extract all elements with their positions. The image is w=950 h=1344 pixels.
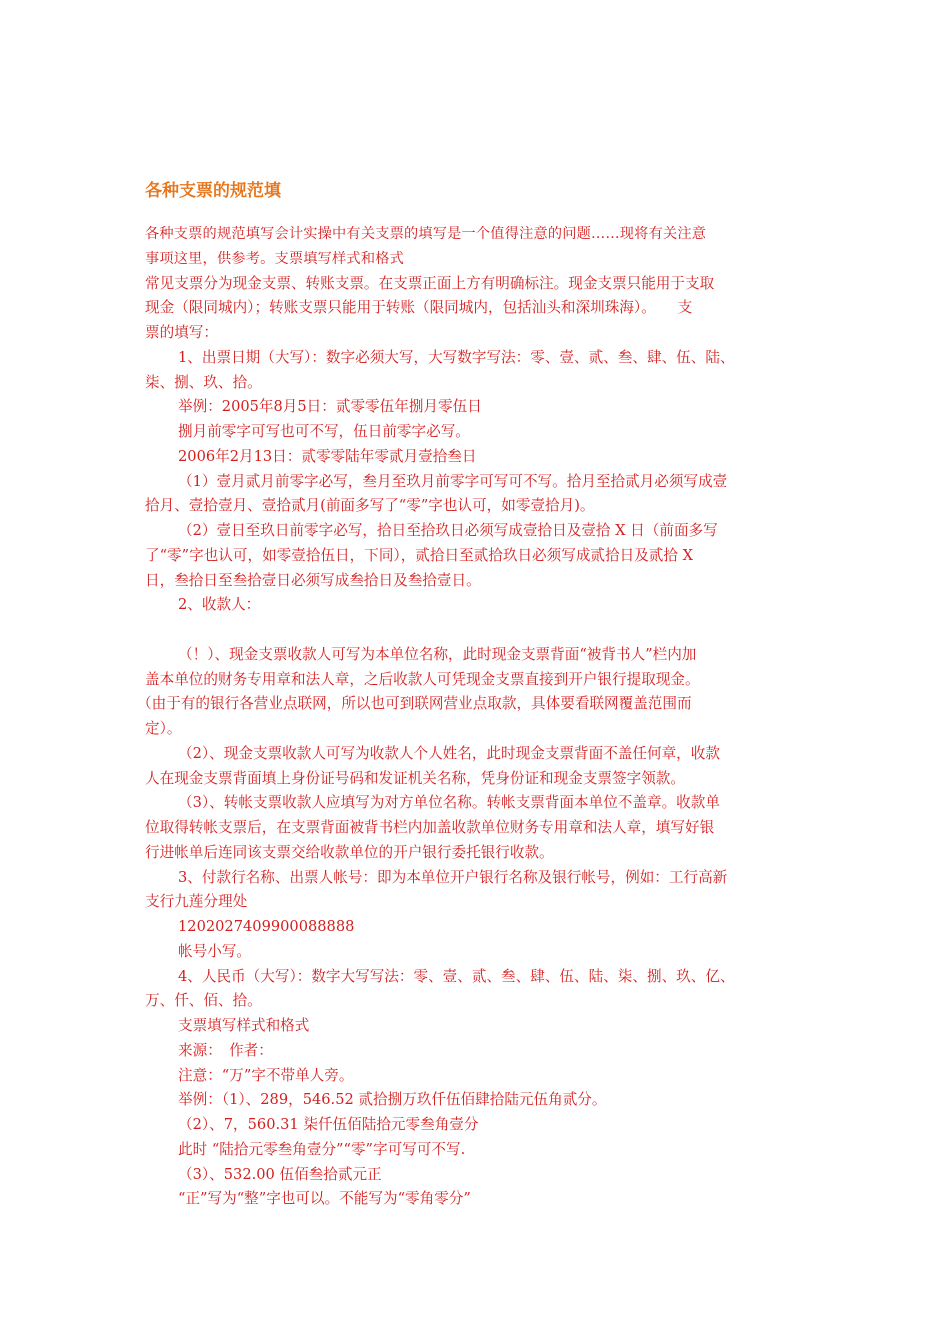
- body-line: 票的填写：: [145, 324, 218, 341]
- body-line: 此时 “陆拾元零叁角壹分”“零”字可写可不写.: [178, 1140, 466, 1158]
- document-title: 各种支票的规范填: [145, 181, 281, 201]
- body-line: 盖本单位的财务专用章和法人章，之后收款人可凭现金支票直接到开户银行提取现金。: [145, 670, 700, 688]
- body-line: 2、收款人：: [178, 596, 261, 614]
- body-line: 举例：2005年8月5日：贰零零伍年捌月零伍日: [178, 398, 482, 416]
- body-line: 帐号小写。: [178, 942, 251, 960]
- body-line: 了“零”字也认可，如零壹拾伍日，下同），贰拾日至贰拾玖日必须写成贰拾日及贰拾 X: [145, 546, 694, 564]
- body-line: 1、出票日期（大写）：数字必须大写，大写数字写法：零、壹、贰、叁、肆、伍、陆、: [178, 348, 735, 366]
- body-line: 柒、捌、玖、拾。: [145, 373, 262, 391]
- body-line: 4、人民币（大写）：数字大写写法：零、壹、贰、叁、肆、伍、陆、柒、捌、玖、亿、: [178, 967, 735, 985]
- body-line: 支行九莲分理处: [145, 893, 248, 911]
- body-line: 人在现金支票背面填上身份证号码和发证机关名称，凭身份证和现金支票签字领款。: [145, 769, 685, 787]
- body-line: （1）壹月贰月前零字必写，叁月至玖月前零字可写可不写。拾月至拾贰月必须写成壹: [178, 472, 728, 490]
- body-line: （3）、转帐支票收款人应填写为对方单位名称。转帐支票背面本单位不盖章。收款单: [178, 794, 720, 812]
- body-line: 各种支票的规范填写会计实操中有关支票的填写是一个值得注意的问题……现将有关注意: [145, 226, 707, 242]
- body-line: 3、付款行名称、出票人帐号：即为本单位开户银行名称及银行帐号，例如：工行高新: [178, 868, 728, 886]
- body-line: 事项这里，供参考。支票填写样式和格式: [145, 250, 404, 267]
- body-line: （2）、现金支票收款人可写为收款人个人姓名，此时现金支票背面不盖任何章，收款: [178, 744, 720, 762]
- body-line: 现金（限同城内）；转账支票只能用于转账（限同城内，包括汕头和深圳珠海）。 支: [145, 299, 693, 317]
- body-line: 2006年2月13日：贰零零陆年零贰月壹拾叁日: [178, 447, 477, 465]
- body-line: （！）、现金支票收款人可写为本单位名称，此时现金支票背面“被背书人”栏内加: [178, 645, 697, 663]
- body-line: 常见支票分为现金支票、转账支票。在支票正面上方有明确标注。现金支票只能用于支取: [145, 274, 715, 292]
- body-line: 支票填写样式和格式: [178, 1017, 310, 1034]
- body-line: 举例：（1）、289，546.52 贰拾捌万玖仟伍佰肆拾陆元伍角贰分。: [178, 1091, 607, 1109]
- body-line: （2）壹日至玖日前零字必写，拾日至拾玖日必须写成壹拾日及壹拾 X 日（前面多写: [178, 522, 718, 539]
- body-line: （由于有的银行各营业点联网，所以也可到联网营业点取款，具体要看联网覆盖范围而: [137, 695, 692, 713]
- body-line: “正”写为“整”字也可以。不能写为“零角零分”: [178, 1190, 471, 1208]
- body-line: 万、仟、佰、拾。: [145, 992, 262, 1010]
- body-line: 注意：“万”字不带单人旁。: [178, 1066, 354, 1084]
- body-line: （3）、532.00 伍佰叁拾贰元正: [178, 1165, 382, 1183]
- body-line: 捌月前零字可写也可不写，伍日前零字必写。: [178, 423, 470, 440]
- body-line: 行进帐单后连同该支票交给收款单位的开户银行委托银行收款。: [145, 843, 554, 861]
- body-line: 拾月、壹拾壹月、壹拾贰月(前面多写了“零”字也认可，如零壹拾月)。: [145, 497, 595, 515]
- body-line: 日，叁拾日至叁拾壹日必须写成叁拾日及叁拾壹日。: [145, 571, 481, 589]
- body-line: 定）。: [145, 720, 182, 737]
- body-line: 位取得转帐支票后，在支票背面被背书栏内加盖收款单位财务专用章和法人章，填写好银: [145, 819, 715, 836]
- body-line: （2）、7，560.31 柒仟伍佰陆拾元零叁角壹分: [178, 1116, 479, 1133]
- body-line: 1202027409900088888: [178, 918, 355, 935]
- body-line: 来源： 作者：: [178, 1041, 273, 1059]
